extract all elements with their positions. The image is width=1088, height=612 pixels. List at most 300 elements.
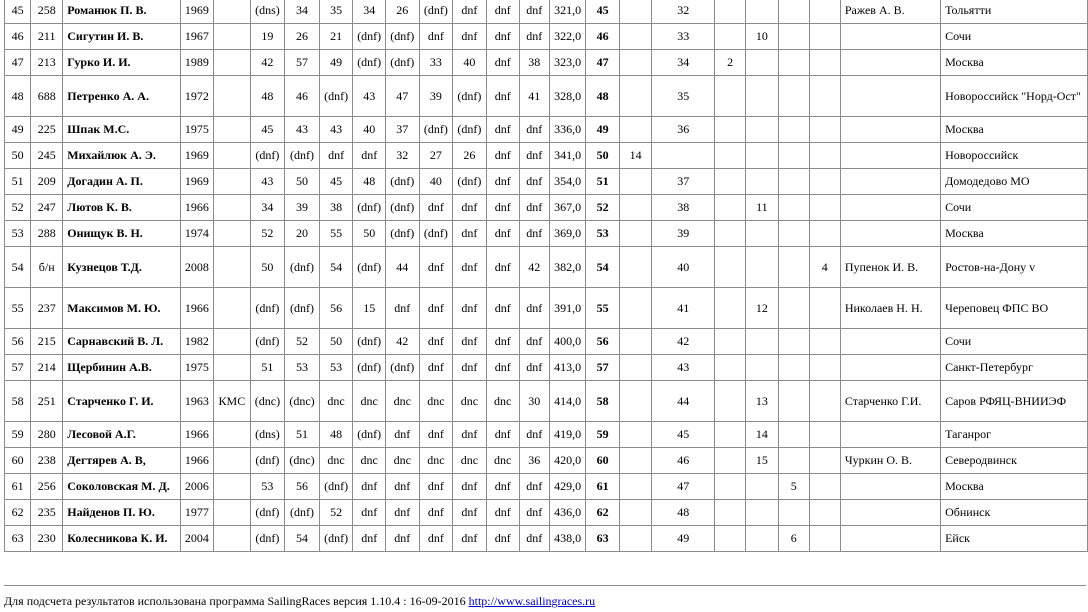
group-place-b-cell [652,143,715,169]
rank-cell: 51 [5,169,31,195]
group-place-b-cell: 45 [652,422,715,448]
place-cell: 58 [586,381,619,422]
footer [4,594,595,609]
race-6-cell: dnf [419,500,453,526]
city-cell: Сочи [941,24,1088,50]
coach-cell: Пупенок И. В. [840,247,940,288]
place-cell: 57 [586,355,619,381]
group-place-e-cell [778,117,809,143]
group-place-c-cell [715,526,746,552]
race-4-cell: dnf [353,526,386,552]
race-1-cell: (dnf) [250,448,285,474]
city-cell: Сочи [941,329,1088,355]
race-4-cell: (dnf) [353,422,386,448]
table-row [5,329,1088,355]
group-place-d-cell: 14 [746,422,779,448]
sail-number-cell: 214 [31,355,63,381]
race-6-cell: dnf [419,329,453,355]
race-5-cell: dnf [386,422,420,448]
race-9-cell: dnf [519,355,549,381]
race-1-cell: (dns) [250,422,285,448]
sail-number-cell: 247 [31,195,63,221]
group-place-f-cell [809,195,840,221]
coach-cell [840,195,940,221]
birth-year-cell: 1972 [180,76,214,117]
group-place-f-cell [809,221,840,247]
race-6-cell: 40 [419,169,453,195]
group-place-b-cell: 48 [652,500,715,526]
sail-number-cell: 225 [31,117,63,143]
birth-year-cell: 1967 [180,24,214,50]
place-cell: 54 [586,247,619,288]
coach-cell: Старченко Г.И. [840,381,940,422]
race-5-cell: dnc [386,448,420,474]
race-5-cell: (dnf) [386,50,420,76]
group-place-c-cell [715,355,746,381]
race-1-cell: 52 [250,221,285,247]
total-cell: 420,0 [549,448,586,474]
group-place-a-cell [619,288,652,329]
total-cell: 391,0 [549,288,586,329]
birth-year-cell: 1974 [180,221,214,247]
birth-year-cell: 1969 [180,0,214,24]
sailingraces-link[interactable]: http://www.sailingraces.ru [468,594,596,608]
sail-number-cell: 245 [31,143,63,169]
group-place-e-cell [778,169,809,195]
rank-cell: 60 [5,448,31,474]
group-place-c-cell [715,422,746,448]
group-place-b-cell: 46 [652,448,715,474]
race-3-cell: 55 [319,221,353,247]
race-7-cell: dnf [453,355,487,381]
sail-number-cell: 209 [31,169,63,195]
group-place-e-cell [778,329,809,355]
race-9-cell: 30 [519,381,549,422]
sail-number-cell: 258 [31,0,63,24]
name-cell: Михайлюк А. Э. [63,143,180,169]
group-place-e-cell [778,247,809,288]
race-5-cell: 47 [386,76,420,117]
race-2-cell: (dnf) [285,143,320,169]
race-4-cell: (dnf) [353,50,386,76]
name-cell: Кузнецов Т.Д. [63,247,180,288]
results-table [4,0,1088,552]
name-cell: Старченко Г. И. [63,381,180,422]
group-place-b-cell: 42 [652,329,715,355]
race-2-cell: 53 [285,355,320,381]
name-cell: Максимов М. Ю. [63,288,180,329]
birth-year-cell: 1966 [180,422,214,448]
group-place-a-cell [619,76,652,117]
group-place-a-cell [619,355,652,381]
table-row [5,474,1088,500]
city-cell: Таганрог [941,422,1088,448]
rank-cell: 48 [5,76,31,117]
group-place-f-cell [809,500,840,526]
group-place-e-cell [778,0,809,24]
category-cell [214,221,251,247]
table-row [5,195,1088,221]
group-place-d-cell: 15 [746,448,779,474]
name-cell: Гурко И. И. [63,50,180,76]
race-2-cell: (dnf) [285,288,320,329]
race-4-cell: 43 [353,76,386,117]
group-place-f-cell [809,526,840,552]
race-9-cell: dnf [519,24,549,50]
race-4-cell: (dnf) [353,195,386,221]
sail-number-cell: 237 [31,288,63,329]
city-cell: Новороссийск "Норд-Ост" [941,76,1088,117]
group-place-a-cell [619,50,652,76]
group-place-e-cell: 5 [778,474,809,500]
race-2-cell: 57 [285,50,320,76]
birth-year-cell: 1982 [180,329,214,355]
group-place-c-cell [715,195,746,221]
group-place-f-cell [809,422,840,448]
group-place-f-cell [809,381,840,422]
name-cell: Догадин А. П. [63,169,180,195]
race-2-cell: 46 [285,76,320,117]
total-cell: 419,0 [549,422,586,448]
total-cell: 438,0 [549,526,586,552]
race-7-cell: (dnf) [453,76,487,117]
group-place-c-cell [715,474,746,500]
race-9-cell: dnf [519,221,549,247]
coach-cell: Николаев Н. Н. [840,288,940,329]
race-3-cell: 50 [319,329,353,355]
race-2-cell: (dnf) [285,247,320,288]
coach-cell [840,169,940,195]
name-cell: Шпак М.С. [63,117,180,143]
group-place-d-cell [746,500,779,526]
group-place-b-cell: 36 [652,117,715,143]
race-8-cell: dnf [486,0,519,24]
coach-cell [840,526,940,552]
race-8-cell: dnc [486,448,519,474]
race-6-cell: dnf [419,355,453,381]
race-7-cell: dnf [453,24,487,50]
place-cell: 63 [586,526,619,552]
category-cell [214,448,251,474]
group-place-e-cell [778,381,809,422]
race-7-cell: dnf [453,221,487,247]
group-place-a-cell [619,247,652,288]
race-1-cell: (dns) [250,0,285,24]
race-2-cell: 26 [285,24,320,50]
rank-cell: 56 [5,329,31,355]
city-cell: Обнинск [941,500,1088,526]
birth-year-cell: 1966 [180,288,214,329]
group-place-c-cell [715,221,746,247]
race-7-cell: (dnf) [453,169,487,195]
sail-number-cell: 238 [31,448,63,474]
race-8-cell: dnf [486,355,519,381]
rank-cell: 55 [5,288,31,329]
sail-number-cell: 211 [31,24,63,50]
group-place-f-cell [809,355,840,381]
birth-year-cell: 1977 [180,500,214,526]
race-8-cell: dnf [486,195,519,221]
rank-cell: 52 [5,195,31,221]
coach-cell [840,500,940,526]
race-8-cell: dnf [486,422,519,448]
group-place-a-cell [619,500,652,526]
race-5-cell: (dnf) [386,355,420,381]
total-cell: 321,0 [549,0,586,24]
group-place-a-cell [619,24,652,50]
group-place-f-cell [809,288,840,329]
sail-number-cell: 256 [31,474,63,500]
race-2-cell: 43 [285,117,320,143]
group-place-a-cell [619,329,652,355]
group-place-d-cell [746,329,779,355]
group-place-d-cell [746,526,779,552]
race-6-cell: (dnf) [419,117,453,143]
total-cell: 436,0 [549,500,586,526]
race-9-cell: dnf [519,474,549,500]
sail-number-cell: 251 [31,381,63,422]
group-place-f-cell [809,448,840,474]
race-5-cell: dnf [386,526,420,552]
group-place-d-cell [746,169,779,195]
city-cell: Новороссийск [941,143,1088,169]
sail-number-cell: б/н [31,247,63,288]
race-8-cell: dnf [486,117,519,143]
group-place-a-cell [619,117,652,143]
race-2-cell: 56 [285,474,320,500]
group-place-f-cell [809,474,840,500]
race-1-cell: 42 [250,50,285,76]
group-place-e-cell [778,143,809,169]
sail-number-cell: 215 [31,329,63,355]
race-3-cell: (dnf) [319,76,353,117]
footer-text: Для подсчета результатов использована программа SailingRaces версия 1.10.4 : 16-09-2016 [4,594,466,608]
group-place-a-cell [619,422,652,448]
race-3-cell: dnf [319,143,353,169]
race-8-cell: dnf [486,500,519,526]
sail-number-cell: 213 [31,50,63,76]
race-6-cell: 33 [419,50,453,76]
race-1-cell: 34 [250,195,285,221]
group-place-d-cell: 10 [746,24,779,50]
group-place-e-cell [778,50,809,76]
category-cell [214,50,251,76]
birth-year-cell: 2004 [180,526,214,552]
group-place-f-cell [809,169,840,195]
table-row [5,247,1088,288]
group-place-d-cell [746,50,779,76]
city-cell: Тольятти [941,0,1088,24]
race-5-cell: dnf [386,500,420,526]
total-cell: 382,0 [549,247,586,288]
race-7-cell: (dnf) [453,117,487,143]
coach-cell [840,143,940,169]
birth-year-cell: 1975 [180,355,214,381]
sail-number-cell: 230 [31,526,63,552]
group-place-e-cell [778,355,809,381]
group-place-b-cell: 34 [652,50,715,76]
race-4-cell: 15 [353,288,386,329]
group-place-d-cell: 13 [746,381,779,422]
race-7-cell: dnf [453,526,487,552]
group-place-b-cell: 49 [652,526,715,552]
race-9-cell: dnf [519,169,549,195]
place-cell: 60 [586,448,619,474]
group-place-b-cell: 44 [652,381,715,422]
city-cell: Москва [941,221,1088,247]
group-place-b-cell: 39 [652,221,715,247]
group-place-f-cell: 4 [809,247,840,288]
race-6-cell: dnf [419,526,453,552]
rank-cell: 61 [5,474,31,500]
race-2-cell: 50 [285,169,320,195]
group-place-e-cell [778,24,809,50]
group-place-d-cell [746,221,779,247]
group-place-c-cell [715,169,746,195]
group-place-a-cell [619,526,652,552]
race-1-cell: (dnf) [250,526,285,552]
group-place-e-cell [778,422,809,448]
race-2-cell: (dnc) [285,381,320,422]
race-9-cell: 42 [519,247,549,288]
group-place-e-cell [778,448,809,474]
sail-number-cell: 280 [31,422,63,448]
birth-year-cell: 1969 [180,143,214,169]
table-row [5,0,1088,24]
birth-year-cell: 2008 [180,247,214,288]
race-5-cell: 32 [386,143,420,169]
group-place-c-cell [715,76,746,117]
rank-cell: 50 [5,143,31,169]
race-3-cell: 56 [319,288,353,329]
race-2-cell: 52 [285,329,320,355]
race-5-cell: 37 [386,117,420,143]
group-place-c-cell: 2 [715,50,746,76]
race-8-cell: dnc [486,381,519,422]
place-cell: 51 [586,169,619,195]
total-cell: 367,0 [549,195,586,221]
city-cell: Череповец ФПС ВО [941,288,1088,329]
race-3-cell: 53 [319,355,353,381]
category-cell [214,247,251,288]
footer-divider [4,585,1086,586]
coach-cell [840,329,940,355]
race-9-cell: 38 [519,50,549,76]
group-place-e-cell: 6 [778,526,809,552]
birth-year-cell: 1966 [180,448,214,474]
group-place-f-cell [809,50,840,76]
category-cell [214,143,251,169]
rank-cell: 47 [5,50,31,76]
category-cell [214,24,251,50]
race-7-cell: dnf [453,329,487,355]
group-place-a-cell [619,195,652,221]
table-row [5,24,1088,50]
table-row [5,169,1088,195]
race-5-cell: 44 [386,247,420,288]
sail-number-cell: 288 [31,221,63,247]
race-2-cell: 34 [285,0,320,24]
coach-cell: Ражев А. В. [840,0,940,24]
race-9-cell: dnf [519,117,549,143]
race-5-cell: (dnf) [386,24,420,50]
race-1-cell: 43 [250,169,285,195]
group-place-c-cell [715,288,746,329]
race-9-cell: dnf [519,143,549,169]
race-5-cell: (dnf) [386,221,420,247]
race-3-cell: (dnf) [319,474,353,500]
race-2-cell: 20 [285,221,320,247]
race-1-cell: 53 [250,474,285,500]
sail-number-cell: 235 [31,500,63,526]
group-place-f-cell [809,329,840,355]
total-cell: 323,0 [549,50,586,76]
table-row [5,288,1088,329]
race-5-cell: dnc [386,381,420,422]
race-3-cell: 43 [319,117,353,143]
race-4-cell: dnf [353,143,386,169]
race-7-cell: dnf [453,474,487,500]
city-cell: Москва [941,117,1088,143]
group-place-a-cell [619,169,652,195]
category-cell [214,117,251,143]
race-3-cell: 35 [319,0,353,24]
race-6-cell: dnc [419,448,453,474]
total-cell: 414,0 [549,381,586,422]
race-4-cell: (dnf) [353,247,386,288]
race-4-cell: 34 [353,0,386,24]
race-5-cell: dnf [386,474,420,500]
group-place-c-cell [715,448,746,474]
group-place-d-cell [746,474,779,500]
group-place-d-cell [746,117,779,143]
race-4-cell: dnf [353,474,386,500]
race-7-cell: dnf [453,422,487,448]
rank-cell: 58 [5,381,31,422]
race-4-cell: 48 [353,169,386,195]
coach-cell [840,117,940,143]
birth-year-cell: 1975 [180,117,214,143]
race-3-cell: 54 [319,247,353,288]
category-cell: КМС [214,381,251,422]
name-cell: Соколовская М. Д. [63,474,180,500]
race-4-cell: (dnf) [353,329,386,355]
rank-cell: 46 [5,24,31,50]
race-4-cell: (dnf) [353,24,386,50]
race-4-cell: 40 [353,117,386,143]
group-place-b-cell: 40 [652,247,715,288]
city-cell: Санкт-Петербург [941,355,1088,381]
category-cell [214,169,251,195]
race-1-cell: 48 [250,76,285,117]
race-9-cell: dnf [519,422,549,448]
race-3-cell: dnc [319,381,353,422]
city-cell: Северодвинск [941,448,1088,474]
group-place-b-cell: 47 [652,474,715,500]
race-1-cell: (dnf) [250,500,285,526]
race-9-cell: 36 [519,448,549,474]
group-place-d-cell [746,76,779,117]
race-6-cell: dnf [419,288,453,329]
race-6-cell: dnf [419,24,453,50]
coach-cell [840,474,940,500]
group-place-f-cell [809,143,840,169]
place-cell: 50 [586,143,619,169]
rank-cell: 59 [5,422,31,448]
place-cell: 49 [586,117,619,143]
group-place-a-cell [619,0,652,24]
category-cell [214,526,251,552]
